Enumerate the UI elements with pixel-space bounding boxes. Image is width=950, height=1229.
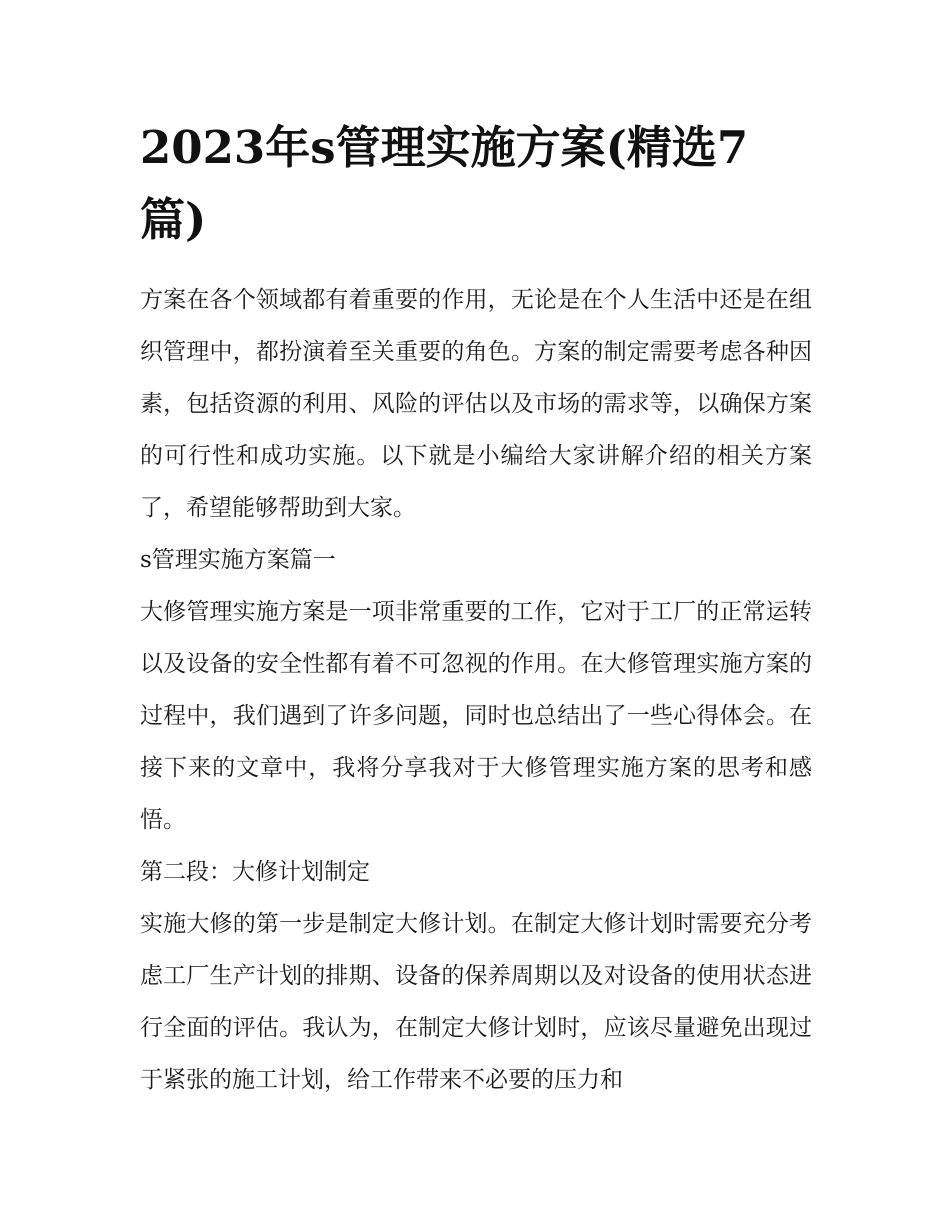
document-title: 2023年s管理实施方案(精选7篇) xyxy=(140,121,749,246)
intro-paragraph: 方案在各个领域都有着重要的作用，无论是在个人生活中还是在组织管理中，都扮演着至关重要的角色。方案的制定需要考虑各种因素，包括资源的利用、风险的评估以及市场的需求等，以确保方案的可行性和成功实施。以下就是小编给大家讲解介绍的相关方案了，希望能够帮助到大家。 xyxy=(140,287,812,521)
section2-heading: 第二段：大修计划制定 xyxy=(140,859,370,885)
section1-paragraph: 大修管理实施方案是一项非常重要的工作，它对于工厂的正常运转以及设备的安全性都有着不可忽视的作用。在大修管理实施方案的过程中，我们遇到了许多问题，同时也总结出了一些心得体会。在接下来的文章中，我将分享我对于大修管理实施方案的思考和感悟。 xyxy=(140,599,812,833)
document-page xyxy=(140,112,812,1106)
section1-heading: s管理实施方案篇一 xyxy=(140,547,336,573)
section2-paragraph: 实施大修的第一步是制定大修计划。在制定大修计划时需要充分考虑工厂生产计划的排期、设备的保养周期以及对设备的使用状态进行全面的评估。我认为，在制定大修计划时，应该尽量避免出现过于紧张的施工计划，给工作带来不必要的压力和 xyxy=(140,911,812,1093)
